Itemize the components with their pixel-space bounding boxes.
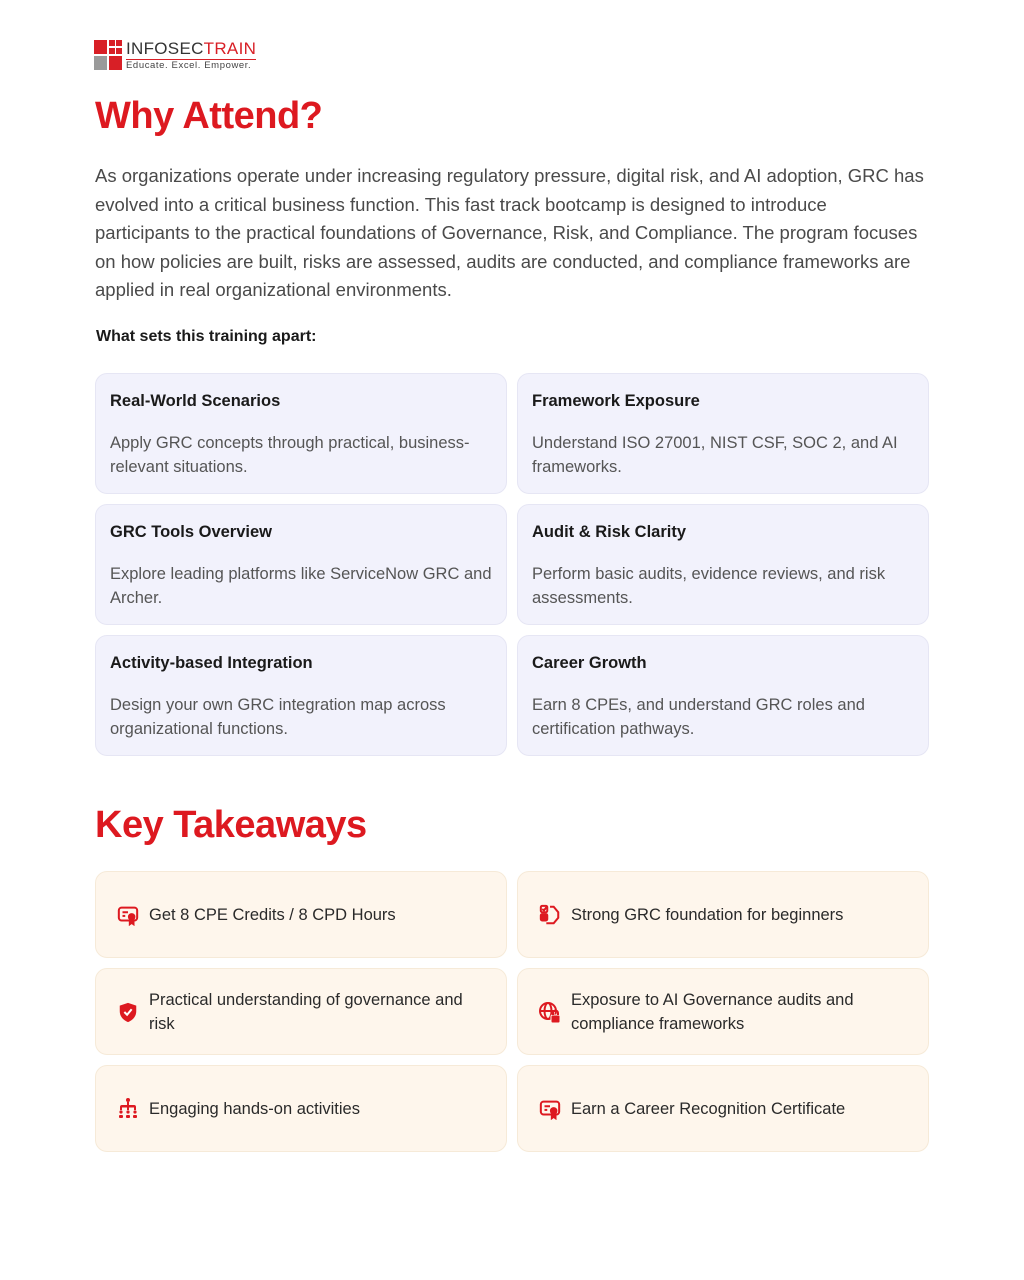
feature-title: Audit & Risk Clarity [532,523,687,541]
feature-card [517,504,929,625]
feature-desc: Perform basic audits, evidence reviews, and risk assessments. [532,565,886,607]
brand-tagline: Educate. Excel. Empower. [126,59,256,72]
feature-desc: Apply GRC concepts through practical, business-relevant situations. [110,434,470,476]
takeaway-item [517,1065,929,1152]
feature-desc: Explore leading platforms like ServiceNow GRC and Archer. [110,565,492,607]
feature-card [95,504,507,625]
feature-desc: Understand ISO 27001, NIST CSF, SOC 2, and AI frameworks. [532,434,898,476]
takeaway-text: Engaging hands-on activities [149,1099,360,1118]
checklist-icon [538,903,562,927]
takeaway-text: Exposure to AI Governance audits and compliance frameworks [571,990,854,1033]
takeaway-text: Practical understanding of governance and risk [149,990,463,1033]
feature-card [95,635,507,756]
feature-title: Career Growth [532,654,647,672]
globe-lock-icon [538,1000,562,1024]
takeaway-item [517,871,929,958]
takeaway-item [95,968,507,1055]
feature-desc: Design your own GRC integration map across organizational functions. [110,696,446,738]
shield-check-icon [116,1000,140,1024]
feature-title: Activity-based Integration [110,654,313,672]
feature-card [95,373,507,494]
takeaway-text: Get 8 CPE Credits / 8 CPD Hours [149,905,396,924]
takeaway-text: Earn a Career Recognition Certificate [571,1099,846,1118]
feature-card [517,635,929,756]
brand-name: INFOSECTRAIN [126,39,257,58]
certificate-icon [116,903,140,927]
brand-logo [94,40,256,72]
feature-title: GRC Tools Overview [110,523,272,541]
features-grid [95,373,929,756]
feature-desc: Earn 8 CPEs, and understand GRC roles and certification pathways. [532,696,865,738]
feature-title: Framework Exposure [532,392,700,410]
takeaways-grid [95,871,929,1152]
takeaway-item [517,968,929,1055]
feature-title: Real-World Scenarios [110,392,281,410]
feature-card [517,373,929,494]
takeaway-item [95,871,507,958]
takeaway-item [95,1065,507,1152]
why-attend-heading: Why Attend? [95,95,323,137]
intro-paragraph: As organizations operate under increasing regulatory pressure, digital risk, and AI adoption, GRC has evolved into a critical business function. This fast track bootcamp is designed to introduce participants to the practical foundations of Governance, Risk, and Compliance. The program focuses on how policies are built, risks are assessed, audits are conducted, and compliance frameworks are applied in real organizational environments. [95,165,924,301]
certificate-icon [538,1097,562,1121]
logo-mark-icon [94,40,122,70]
key-takeaways-heading: Key Takeaways [95,804,367,846]
hierarchy-icon [116,1097,140,1121]
features-subheading: What sets this training apart: [96,328,317,345]
takeaway-text: Strong GRC foundation for beginners [571,905,844,924]
